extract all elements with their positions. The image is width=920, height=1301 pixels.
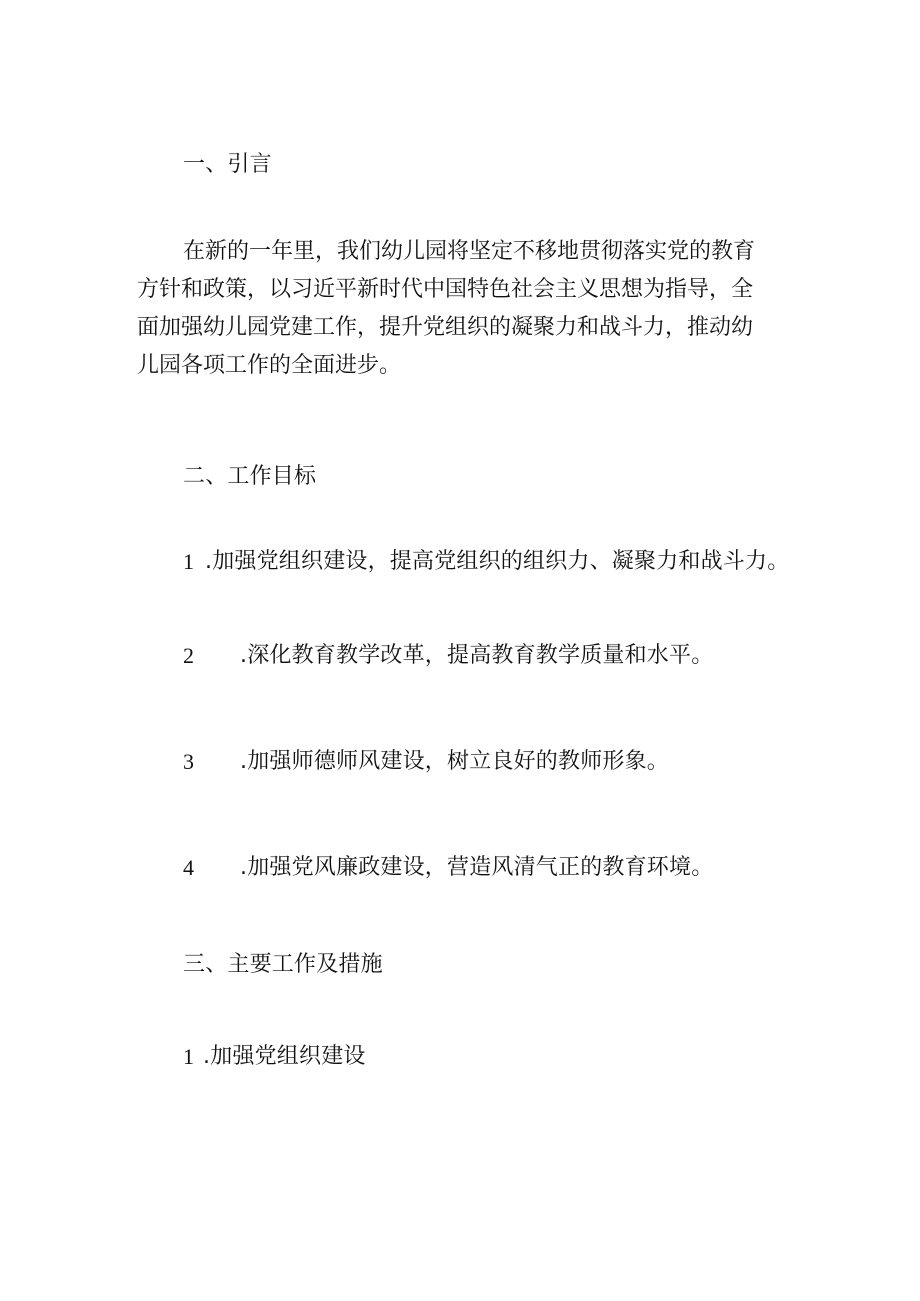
section-heading-goals: 二、工作目标 [183,464,317,489]
goal-text: .加强师德师风建设，树立良好的教师形象。 [240,749,669,774]
goal-text: .加强党组织建设，提高党组织的组织力、凝聚力和战斗力。 [205,549,790,574]
measure-text: .加强党组织建设 [203,1044,366,1069]
intro-line-1: 在新的一年里，我们幼儿园将坚定不移地贯彻落实党的教育 [183,239,756,264]
measure-number: 1 [183,1044,194,1069]
goal-text: .深化教育教学改革，提高教育教学质量和水平。 [240,643,714,668]
goal-number: 2 [183,643,194,668]
goal-number: 4 [183,855,194,880]
goal-text: .加强党风廉政建设，营造风清气正的教育环境。 [240,855,714,880]
goal-number: 3 [183,749,194,774]
intro-line-2: 方针和政策，以习近平新时代中国特色社会主义思想为指导，全 [137,277,754,302]
section-heading-intro: 一、引言 [183,152,272,177]
intro-line-4: 儿园各项工作的全面进步。 [137,353,402,378]
section-heading-measures: 三、主要工作及措施 [183,952,383,977]
intro-paragraph [137,233,797,385]
goal-number: 1 [183,549,194,574]
intro-line-3: 面加强幼儿园党建工作，提升党组织的凝聚力和战斗力，推动幼 [137,315,754,340]
